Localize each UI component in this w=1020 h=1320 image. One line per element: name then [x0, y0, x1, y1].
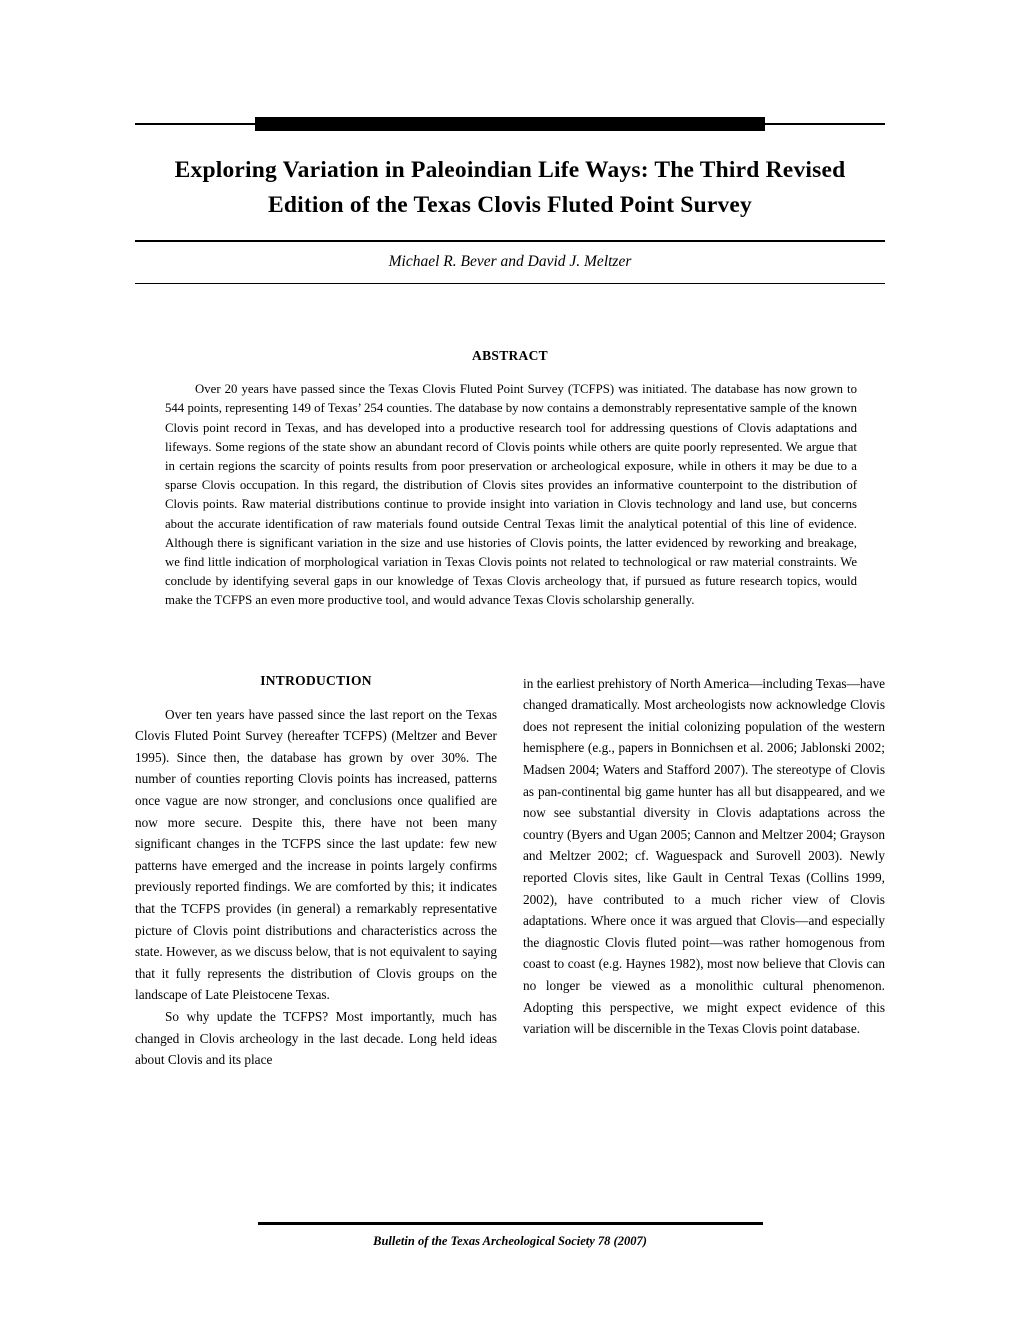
journal-citation: Bulletin of the Texas Archeological Society 78 (2007): [373, 1233, 647, 1248]
abstract-heading: ABSTRACT: [472, 348, 548, 364]
left-column: [135, 673, 497, 1071]
introduction-heading: INTRODUCTION: [260, 672, 372, 688]
authors-divider-rule: [135, 283, 885, 285]
footer-rule: [258, 1222, 763, 1225]
right-column: [523, 673, 885, 1071]
introduction-paragraph-1: Over ten years have passed since the last report on the Texas Clovis Fluted Point Survey (hereafter TCFPS) (Meltzer and Bever 1995). Since then, the database has grown by over 30%. The number of counties reporting Clovis points has increased, patterns once vague are now stronger, and conclusions once qualified are now more secure. Despite this, there have not been many significant changes in the TCFPS since the last update: few new patterns have emerged and the increase in points largely confirms previously reported findings. We are comforted by this; it indicates that the TCFPS provides (in general) a remarkably representative picture of Clovis point distributions and characteristics across the state. However, as we discuss below, that is not equivalent to saying that it fully represents the distribution of Clovis groups on the landscape of Late Pleistocene Texas.: [135, 706, 497, 1003]
page-footer: [0, 1222, 1020, 1249]
two-column-body: [135, 673, 885, 1071]
header-black-bar: [255, 117, 765, 131]
page-title: Exploring Variation in Paleoindian Life Ways: The Third Revised Edition of the Texas Clovis Fluted Point Survey: [174, 157, 846, 218]
header-ornament: [135, 117, 885, 131]
introduction-paragraph-2: So why update the TCFPS? Most importantly, much has changed in Clovis archeology in the last decade. Long held ideas about Clovis and its place: [135, 1008, 497, 1068]
page-content: [135, 0, 885, 1071]
introduction-paragraph-continuation: in the earliest prehistory of North America—including Texas—have changed dramatically. Most archeologists now acknowledge Clovis does not represent the initial colonizing population of the western hemisphere (e.g., papers in Bonnichsen et al. 2006; Jablonski 2002; Madsen 2004; Waters and Stafford 2007). The stereotype of Clovis as pan-continental big game hunter has all but disappeared, and we now see substantial diversity in Clovis adaptations across the country (Byers and Ugan 2005; Cannon and Meltzer 2004; Grayson and Meltzer 2002; cf. Waguespack and Surovell 2003). Newly reported Clovis sites, like Gault in Central Texas (Collins 1999, 2002), have contributed to a much richer view of Clovis adaptations. Where once it was argued that Clovis—and especially the diagnostic Clovis fluted point—was rather homogenous from coast to coast (e.g. Haynes 1982), most now believe that Clovis can no longer be viewed as a monolithic cultural phenomenon. Adopting this perspective, we might expect evidence of this variation will be discernible in the Texas Clovis point database.: [523, 675, 885, 1037]
authors-line: Michael R. Bever and David J. Meltzer: [388, 252, 632, 270]
abstract-text: Over 20 years have passed since the Texas Clovis Fluted Point Survey (TCFPS) was initiated. The database has now grown to 544 points, representing 149 of Texas’ 254 counties. The database by now contains a demonstrably representative sample of the known Clovis point record in Texas, and has developed into a productive research tool for addressing questions of Clovis adaptations and lifeways. Some regions of the state show an abundant record of Clovis points while others are quite poorly represented. We argue that in certain regions the scarcity of points results from poor preservation or archeological exposure, while in others it may be due to a sparse Clovis occupation. In this regard, the distribution of Clovis sites provides an informative counterpoint to the distribution of Clovis points. Raw material distributions continue to provide insight into variation in Clovis technology and land use, but concerns about the accurate identification of raw materials found outside Central Texas limit the analytical potential of this line of evidence. Although there is significant variation in the size and use histories of Clovis points, the latter evidenced by reworking and breakage, we find little indication of morphological variation in Texas Clovis points not related to technological or raw material constraints. We conclude by identifying several gaps in our knowledge of Texas Clovis archeology that, if pursued as future research topics, would make the TCFPS an even more productive tool, and would advance Texas Clovis scholarship generally.: [165, 382, 857, 608]
